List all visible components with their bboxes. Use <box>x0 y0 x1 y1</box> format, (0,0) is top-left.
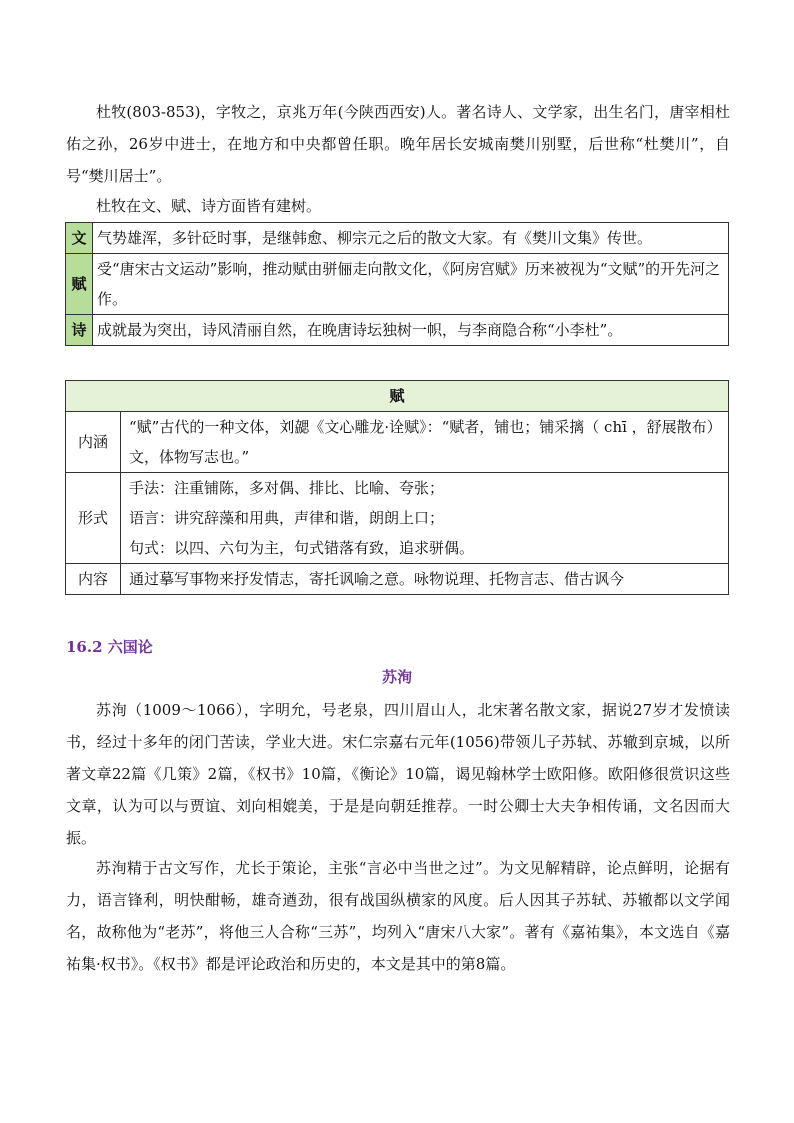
table-title: 赋 <box>66 381 729 412</box>
row-text-shi: 成就最为突出，诗风清丽自然，在晚唐诗坛独树一帜，与李商隐合称“小李杜”。 <box>93 315 729 346</box>
row-key-shi: 诗 <box>66 315 93 346</box>
form-line-sentence: 句式：以四、六句为主，句式错落有致，追求骈偶。 <box>129 539 475 557</box>
row-key-fu: 赋 <box>66 254 93 315</box>
row-key-form: 形式 <box>66 473 121 564</box>
row-text-wen: 气势雄浑，多针砭时事，是继韩愈、柳宗元之后的散文大家。有《樊川文集》传世。 <box>93 223 729 254</box>
du-mu-genre-table <box>65 222 729 346</box>
connotation-line: “赋”古代的一种文体，刘勰《文心雕龙·诠赋》：“赋者，铺也；铺采摛（ chī ，舒展散布）文，体物写志也。” <box>129 418 722 466</box>
fu-genre-table <box>65 380 729 595</box>
intro-paragraph-achievements: 杜牧在文、赋、诗方面皆有建树。 <box>96 197 322 215</box>
form-line-language: 语言：讲究辞藻和用典，声律和谐，朗朗上口； <box>129 509 445 527</box>
row-key-connotation: 内涵 <box>66 412 121 473</box>
row-text-connotation <box>121 412 729 473</box>
table-header-row <box>66 381 729 412</box>
form-line-technique: 手法：注重铺陈，多对偶、排比、比喻、夸张； <box>129 479 445 497</box>
table-row <box>66 473 729 564</box>
intro-paragraph-du-mu: 杜牧(803-853)，字牧之，京兆万年(今陕西西安)人。著名诗人、文学家，出生名门，唐宰相杜佑之孙，26岁中进士，在地方和中央都曾任职。晚年居长安城南樊川别墅，后世称“杜樊川”，自号“樊川居士”。 <box>66 103 730 185</box>
row-text-fu: 受“唐宋古文运动”影响，推动赋由骈俪走向散文化，《阿房宫赋》历来被视为“文赋”的开先河之作。 <box>93 254 729 315</box>
table-row <box>66 223 729 254</box>
row-key-content: 内容 <box>66 564 121 595</box>
row-key-wen: 文 <box>66 223 93 254</box>
section-heading: 16.2 六国论 <box>66 638 153 656</box>
row-text-content: 通过摹写事物来抒发情志，寄托讽喻之意。咏物说理、托物言志、借古讽今 <box>121 564 729 595</box>
author-title: 苏洵 <box>381 668 412 686</box>
row-text-form <box>121 473 729 564</box>
su-xun-bio-paragraph: 苏洵（1009～1066），字明允，号老泉，四川眉山人，北宋著名散文家，据说27岁才发愤读书，经过十多年的闭门苦读，学业大进。宋仁宗嘉右元年(1056)带领儿子苏轼、苏辙到京城，以所著文章22篇《几策》2篇，《权书》10篇，《衡论》10篇，谒见翰林学士欧阳修。欧阳修很赏识这些文章，认为可以与贾谊、刘向相媲美，于是是向朝廷推荐。一时公卿士大夫争相传诵，文名因而大振。 <box>66 701 730 847</box>
table-row <box>66 315 729 346</box>
su-xun-style-paragraph: 苏洵精于古文写作，尤长于策论，主张“言必中当世之过”。为文见解精辟，论点鲜明，论据有力，语言锋利，明快酣畅，雄奇遒劲，很有战国纵横家的风度。后人因其子苏轼、苏辙都以文学闻名，故称他为“老苏”，将他三人合称“三苏”，均列入“唐宋八大家”。著有《嘉祐集》，本文选自《嘉祐集·权书》。《权书》都是评论政治和历史的，本文是其中的第8篇。 <box>66 859 730 973</box>
table-row <box>66 564 729 595</box>
table-row <box>66 412 729 473</box>
table-row <box>66 254 729 315</box>
